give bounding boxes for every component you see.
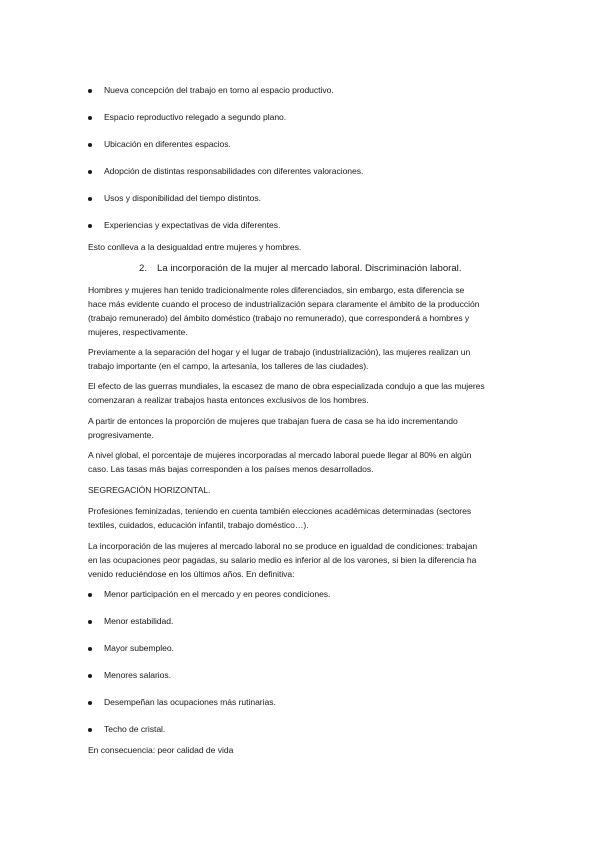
list-item: Adopción de distintas responsabilidades con diferentes valoraciones.	[104, 166, 364, 176]
bullet-icon	[88, 674, 92, 678]
list-item: Menores salarios.	[104, 670, 171, 680]
bullet-icon	[88, 143, 92, 147]
list-item: Usos y disponibilidad del tiempo distintos.	[104, 193, 261, 203]
list-item: Techo de cristal.	[104, 724, 166, 734]
paragraph-line: (trabajo remunerado) del ámbito doméstico (trabajo no remunerado), que corresponderá a hombres y	[88, 313, 470, 323]
paragraph: Esto conlleva a la desigualdad entre mujeres y hombres.	[88, 242, 302, 252]
section-number: 2.	[139, 263, 148, 274]
paragraph-line: mujeres, respectivamente.	[88, 327, 188, 337]
paragraph-line: en las ocupaciones peor pagadas, su salario medio es inferior al de los varones, si bien la diferencia ha	[88, 555, 477, 565]
list-item: Menor estabilidad.	[104, 616, 174, 626]
paragraph-line: El efecto de las guerras mundiales, la escasez de mano de obra especializada condujo a que las mujeres	[88, 381, 485, 391]
list-item: Ubicación en diferentes espacios.	[104, 139, 231, 149]
list-item: Mayor subempleo.	[104, 643, 174, 653]
list-item: Nueva concepción del trabajo en torno al espacio productivo.	[104, 85, 334, 95]
paragraph-line: La incorporación de las mujeres al mercado laboral no se produce en igualdad de condiciones: trabajan	[88, 541, 478, 551]
conclusion: En consecuencia: peor calidad de vida	[88, 745, 234, 755]
paragraph-line: A partir de entonces la proporción de mujeres que trabajan fuera de casa se ha ido incrementando	[88, 416, 458, 426]
list-item: Espacio reproductivo relegado a segundo plano.	[104, 112, 287, 122]
bullet-icon	[88, 647, 92, 651]
paragraph-line: A nivel global, el porcentaje de mujeres incorporadas al mercado laboral puede llegar al 80% en algún	[88, 450, 472, 460]
bullet-icon	[88, 224, 92, 228]
paragraph-line: venido reduciéndose en los últimos años. En definitiva:	[88, 569, 295, 579]
bullet-icon	[88, 197, 92, 201]
paragraph-line: progresivamente.	[88, 430, 154, 440]
subheading: SEGREGACIÓN HORIZONTAL.	[88, 485, 211, 495]
paragraph-line: comenzaran a realizar trabajos hasta entonces exclusivos de los hombres.	[88, 395, 369, 405]
list-item: Desempeñan las ocupaciones más rutinarias.	[104, 697, 276, 707]
paragraph-line: textiles, cuidados, educación infantil, trabajo doméstico…).	[88, 520, 309, 530]
bullet-icon	[88, 116, 92, 120]
bullet-icon	[88, 728, 92, 732]
bullet-icon	[88, 593, 92, 597]
paragraph-line: Hombres y mujeres han tenido tradicionalmente roles diferenciados, sin embargo, esta diferencia se	[88, 285, 465, 295]
paragraph-line: Previamente a la separación del hogar y el lugar de trabajo (industrialización), las mujeres realizan un	[88, 347, 471, 357]
bullet-icon	[88, 620, 92, 624]
paragraph-line: hace más evidente cuando el proceso de industrialización separa claramente el ámbito de la producción	[88, 299, 480, 309]
paragraph-line: Profesiones feminizadas, teniendo en cuenta también elecciones académicas determinadas (sectores	[88, 506, 472, 516]
list-item: Menor participación en el mercado y en peores condiciones.	[104, 589, 331, 599]
bullet-icon	[88, 170, 92, 174]
paragraph-line: caso. Las tasas más bajas corresponden a los países menos desarrollados.	[88, 464, 374, 474]
section-title: La incorporación de la mujer al mercado laboral. Discriminación laboral.	[157, 263, 462, 274]
bullet-icon	[88, 89, 92, 93]
paragraph-line: trabajo importante (en el campo, la artesanía, los talleres de las ciudades).	[88, 361, 369, 371]
bullet-icon	[88, 701, 92, 705]
list-item: Experiencias y expectativas de vida diferentes.	[104, 220, 281, 230]
